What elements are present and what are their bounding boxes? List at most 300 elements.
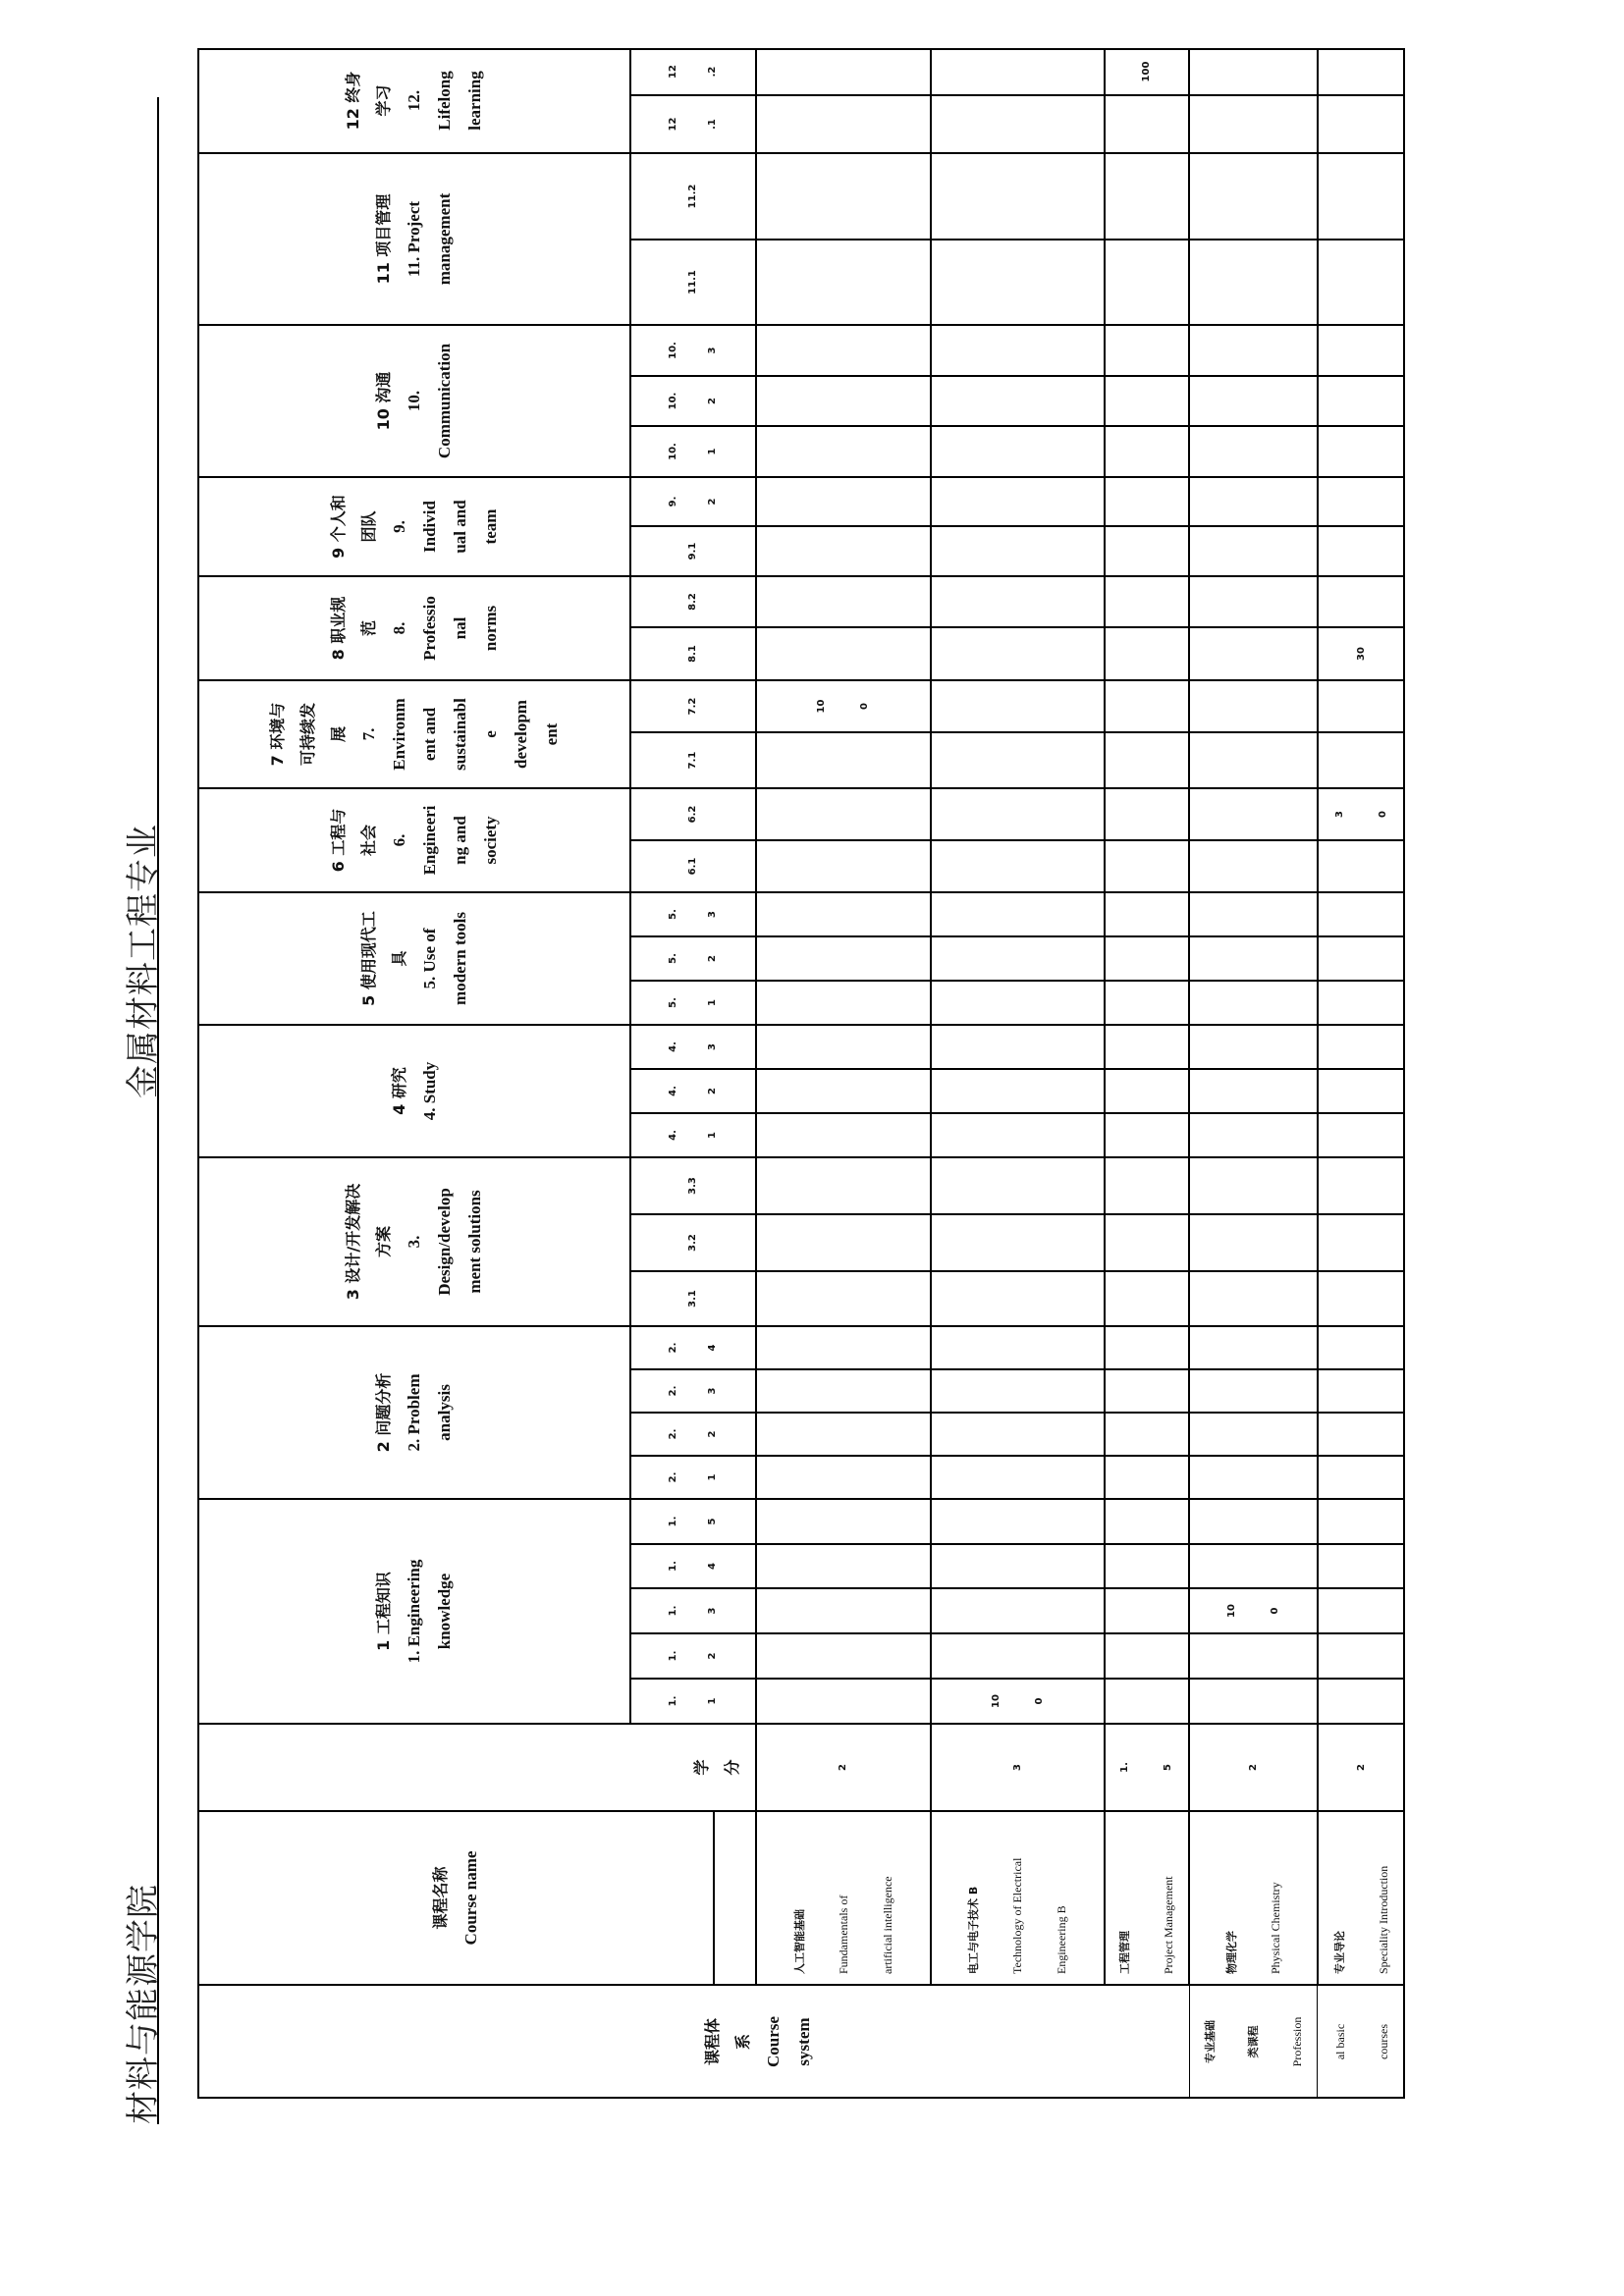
indicator-11-1 [630, 240, 756, 325]
indicator-label: 12 [668, 117, 678, 132]
matrix-cell [1189, 1271, 1318, 1326]
matrix-cell [1105, 840, 1189, 892]
matrix-cell [1105, 1544, 1189, 1588]
matrix-cell [1318, 526, 1405, 576]
matrix-cell [1105, 936, 1189, 981]
indicator-6-2 [630, 788, 756, 840]
matrix-cell [756, 1588, 931, 1633]
matrix-cell [1189, 48, 1318, 95]
indicator-label: 9. [668, 496, 678, 507]
indicator-label: 3 [707, 911, 718, 918]
requirement-header-line: modern tools [450, 912, 469, 1005]
requirement-header-line: norms [480, 605, 500, 652]
matrix-cell [756, 153, 931, 240]
matrix-cell [931, 936, 1105, 981]
course-name-en: Physical Chemistry [1268, 1882, 1282, 1974]
matrix-cell [931, 1544, 1105, 1588]
credit-header-line: 学 [692, 1759, 711, 1776]
matrix-cell [1189, 1326, 1318, 1369]
matrix-cell [756, 627, 931, 680]
course-name-cn: 物理化学 [1224, 1931, 1238, 1974]
indicator-label: 5. [668, 909, 678, 920]
indicator-10-2 [630, 376, 756, 426]
requirement-header-1 [197, 1499, 630, 1724]
matrix-cell [1189, 1413, 1318, 1456]
indicator-3-3 [630, 1157, 756, 1214]
requirement-header-line: 8. [389, 621, 408, 635]
requirement-header-line: learning [465, 71, 484, 131]
matrix-cell [1318, 153, 1405, 240]
requirement-header-8 [197, 576, 630, 680]
requirement-header-line: 6 工程与 [328, 808, 348, 873]
requirement-header-line: 社会 [358, 825, 378, 857]
indicator-label: 4. [668, 1086, 678, 1096]
support-weight-value: 100 [1141, 61, 1152, 82]
support-weight-value: 30 [1355, 647, 1367, 661]
indicator-label: 3.1 [687, 1290, 698, 1308]
indicator-label: 2. [668, 1471, 678, 1483]
matrix-cell [1189, 1069, 1318, 1113]
matrix-cell [1189, 936, 1318, 981]
requirement-header-line: 4 研究 [389, 1067, 408, 1115]
matrix-cell [756, 840, 931, 892]
matrix-cell [1318, 1633, 1405, 1679]
credit-value: 5 [1163, 1764, 1173, 1771]
matrix-cell [1105, 576, 1189, 627]
matrix-cell [1189, 1679, 1318, 1724]
matrix-cell [1105, 376, 1189, 426]
indicator-label: 3 [707, 1043, 718, 1050]
matrix-cell [1105, 732, 1189, 788]
indicator-label: 4 [707, 1563, 718, 1570]
requirement-header-line: ent [541, 722, 561, 746]
requirement-header-line: 团队 [358, 510, 378, 543]
support-weight-cell [1189, 1588, 1318, 1633]
matrix-cell [1318, 240, 1405, 325]
matrix-cell [1318, 936, 1405, 981]
requirement-header-7 [197, 680, 630, 788]
matrix-cell [931, 1633, 1105, 1679]
indicator-label: 5. [668, 997, 678, 1008]
indicator-label: 1 [707, 1473, 718, 1481]
matrix-cell [1189, 1499, 1318, 1544]
matrix-cell [931, 1326, 1105, 1369]
requirement-header-6 [197, 788, 630, 892]
support-weight-value: 10 [990, 1694, 1001, 1708]
indicator-5-3 [630, 892, 756, 936]
requirement-header-4 [197, 1025, 630, 1157]
course-system-header-line: Course [763, 2016, 783, 2067]
matrix-cell [1318, 426, 1405, 477]
course-name-header-spacer [714, 1811, 756, 1985]
indicator-label: 6.1 [687, 857, 698, 876]
indicator-label: 1. [668, 1561, 678, 1572]
indicator-label: 2 [707, 1088, 718, 1095]
matrix-cell [1105, 426, 1189, 477]
matrix-cell [1105, 1113, 1189, 1157]
requirement-header-line: sustainabl [450, 698, 469, 771]
matrix-cell [756, 936, 931, 981]
indicator-label: 2 [707, 398, 718, 404]
requirement-header-line: ment solutions [465, 1190, 484, 1294]
indicator-3-2 [630, 1214, 756, 1271]
credit-value: 3 [1011, 1764, 1023, 1771]
matrix-cell [931, 526, 1105, 576]
indicator-9-1 [630, 526, 756, 576]
matrix-cell [756, 1326, 931, 1369]
matrix-cell [756, 981, 931, 1025]
course-name-en: Technology of Electrical [1010, 1857, 1024, 1974]
course-name-en: Project Management [1162, 1876, 1175, 1974]
matrix-cell [1189, 477, 1318, 526]
requirement-header-line: 6. [389, 833, 408, 847]
matrix-cell [756, 477, 931, 526]
support-weight-cell [756, 680, 931, 732]
matrix-cell [1318, 1271, 1405, 1326]
requirement-header-line: management [435, 192, 454, 286]
matrix-cell [1189, 376, 1318, 426]
matrix-cell [1105, 1369, 1189, 1413]
support-weight-value: 0 [1033, 1697, 1045, 1705]
requirement-header-line: 11. Project [405, 200, 423, 278]
matrix-cell [1105, 477, 1189, 526]
indicator-label: 1. [668, 1650, 678, 1662]
requirement-header-line: 10. [405, 390, 423, 412]
matrix-cell [931, 576, 1105, 627]
indicator-label: 1 [707, 1132, 718, 1139]
indicator-label: 3.3 [687, 1177, 698, 1195]
support-weight-cell [931, 1679, 1105, 1724]
matrix-cell [1189, 1157, 1318, 1214]
indicator-5-2 [630, 936, 756, 981]
indicator-label: 11.2 [687, 184, 698, 209]
indicator-1-5 [630, 1499, 756, 1544]
requirement-header-line: developm [511, 700, 530, 769]
matrix-cell [931, 477, 1105, 526]
matrix-cell [931, 732, 1105, 788]
matrix-cell [1318, 981, 1405, 1025]
indicator-label: 2. [668, 1428, 678, 1440]
course-name-cn: 工程管理 [1118, 1931, 1131, 1974]
matrix-cell [756, 426, 931, 477]
matrix-cell [931, 1499, 1105, 1544]
course-name-en: Speciality Introduction [1376, 1865, 1390, 1974]
course-name-cell [1318, 1811, 1405, 1985]
matrix-cell [931, 426, 1105, 477]
indicator-label: 1. [668, 1605, 678, 1617]
matrix-cell [931, 153, 1105, 240]
matrix-cell [931, 48, 1105, 95]
matrix-cell [1105, 240, 1189, 325]
indicator-label: 2. [668, 1342, 678, 1354]
matrix-cell [1189, 153, 1318, 240]
course-name-cn: 人工智能基础 [792, 1909, 806, 1974]
course-system-header-line: 课程体 [702, 2018, 722, 2066]
requirement-header-line: Engineeri [419, 805, 439, 876]
requirement-header-line: Communication [435, 343, 454, 459]
matrix-cell [1189, 325, 1318, 376]
indicator-label: .2 [707, 66, 718, 78]
requirement-header-line: 12 终身 [344, 71, 362, 131]
matrix-cell [756, 1214, 931, 1271]
indicator-label: 12 [668, 65, 678, 79]
matrix-cell [1189, 680, 1318, 732]
indicator-label: 2 [707, 1430, 718, 1438]
matrix-cell [1318, 1326, 1405, 1369]
indicator-label: 10. [668, 392, 678, 410]
requirement-header-line: analysis [435, 1384, 454, 1441]
support-weight-value: 0 [1269, 1607, 1280, 1615]
matrix-cell [1105, 1456, 1189, 1499]
matrix-cell [756, 1069, 931, 1113]
indicator-label: 2. [668, 1385, 678, 1397]
matrix-cell [1105, 1157, 1189, 1214]
matrix-cell [756, 1025, 931, 1069]
indicator-label: 4. [668, 1041, 678, 1052]
matrix-cell [931, 680, 1105, 732]
requirement-header-line: Individ [419, 501, 439, 553]
indicator-8-2 [630, 576, 756, 627]
matrix-cell [1105, 1413, 1189, 1456]
matrix-cell [756, 1113, 931, 1157]
matrix-cell [1318, 1113, 1405, 1157]
matrix-cell [1318, 376, 1405, 426]
course-category-cn: 专业基础 [1204, 2020, 1217, 2063]
credit-header [197, 1724, 756, 1811]
support-weight-cell [1105, 48, 1189, 95]
matrix-cell [1105, 1679, 1189, 1724]
matrix-cell [931, 1456, 1105, 1499]
matrix-cell [931, 1413, 1105, 1456]
requirement-header-line: 7 环境与 [267, 702, 287, 767]
indicator-label: 5 [707, 1518, 718, 1525]
matrix-cell [1105, 325, 1189, 376]
matrix-cell [1318, 1157, 1405, 1214]
requirement-header-line: 3 设计/开发解决 [344, 1183, 362, 1301]
matrix-cell [1189, 892, 1318, 936]
matrix-cell [1105, 981, 1189, 1025]
requirement-header-line: e [480, 730, 500, 738]
matrix-cell [1189, 576, 1318, 627]
indicator-label: 9.1 [687, 542, 698, 561]
matrix-cell [931, 840, 1105, 892]
requirement-header-line: Design/develop [435, 1188, 454, 1296]
matrix-cell [1189, 840, 1318, 892]
course-system-header-line: system [793, 2017, 813, 2066]
matrix-cell [931, 1113, 1105, 1157]
matrix-cell [1105, 526, 1189, 576]
indicator-label: 4. [668, 1130, 678, 1141]
indicator-2-1 [630, 1456, 756, 1499]
credit-value: 2 [1247, 1764, 1259, 1771]
requirement-header-line: 方案 [374, 1226, 393, 1258]
requirement-header-line: ent and [419, 707, 439, 762]
matrix-cell [931, 1271, 1105, 1326]
matrix-cell [1318, 1456, 1405, 1499]
course-category-cell [1189, 1985, 1405, 2099]
matrix-cell [1189, 426, 1318, 477]
requirement-header-line: knowledge [435, 1573, 454, 1650]
matrix-cell [756, 1456, 931, 1499]
course-name-cell [1189, 1811, 1318, 1985]
requirement-header-line: Professio [419, 596, 439, 661]
support-weight-value: 10 [816, 699, 827, 714]
indicator-label: 7.1 [687, 751, 698, 770]
indicator-label: 7.2 [687, 697, 698, 716]
credit-header-line: 分 [723, 1759, 741, 1776]
matrix-cell [1318, 840, 1405, 892]
matrix-cell [931, 376, 1105, 426]
requirement-header-2 [197, 1326, 630, 1499]
credit-cell [756, 1724, 931, 1811]
requirement-header-line: 9 个人和 [328, 495, 348, 559]
matrix-cell [1318, 325, 1405, 376]
course-name-cn: 专业导论 [1332, 1931, 1346, 1974]
matrix-cell [1105, 1499, 1189, 1544]
matrix-cell [931, 1369, 1105, 1413]
indicator-label: 4 [707, 1344, 718, 1352]
matrix-cell [756, 95, 931, 153]
requirement-header-line: 5. Use of [419, 928, 439, 989]
matrix-cell [1189, 732, 1318, 788]
course-category-en: courses [1377, 2024, 1390, 2059]
indicator-10-3 [630, 325, 756, 376]
indicator-8-1 [630, 627, 756, 680]
matrix-cell [1318, 1499, 1405, 1544]
requirement-header-line: 12. [405, 89, 423, 112]
indicator-label: 3 [707, 1387, 718, 1395]
header-major-name: 金属材料工程专业 [126, 824, 162, 1098]
matrix-cell [1105, 153, 1189, 240]
matrix-cell [931, 1157, 1105, 1214]
requirement-header-line: 11 项目管理 [374, 193, 393, 285]
requirement-header-line: 3. [405, 1235, 423, 1249]
indicator-12-1 [630, 95, 756, 153]
matrix-cell [756, 1369, 931, 1413]
indicator-label: 3.2 [687, 1234, 698, 1252]
matrix-cell [931, 981, 1105, 1025]
matrix-cell [1318, 1413, 1405, 1456]
indicator-4-1 [630, 1113, 756, 1157]
matrix-cell [1318, 477, 1405, 526]
matrix-cell [1105, 627, 1189, 680]
matrix-cell [1189, 526, 1318, 576]
matrix-cell [931, 1214, 1105, 1271]
indicator-2-3 [630, 1369, 756, 1413]
requirement-header-line: 2 问题分析 [374, 1372, 393, 1453]
indicator-1-3 [630, 1588, 756, 1633]
matrix-cell [756, 892, 931, 936]
matrix-cell [1318, 680, 1405, 732]
matrix-cell [756, 376, 931, 426]
indicator-label: 10. [668, 342, 678, 359]
indicator-9-2 [630, 477, 756, 526]
matrix-cell [931, 1069, 1105, 1113]
matrix-cell [1105, 680, 1189, 732]
indicator-1-4 [630, 1544, 756, 1588]
matrix-cell [931, 1025, 1105, 1069]
matrix-cell [1105, 1326, 1189, 1369]
requirement-header-line: 1. Engineering [405, 1559, 423, 1664]
requirement-header-11 [197, 153, 630, 325]
credit-cell [931, 1724, 1105, 1811]
matrix-cell [1318, 1369, 1405, 1413]
course-category-cn: 类课程 [1247, 2025, 1260, 2058]
credit-value: 2 [1355, 1764, 1367, 1771]
requirement-header-line: 范 [358, 620, 378, 637]
requirement-header-9 [197, 477, 630, 576]
indicator-12-2 [630, 48, 756, 95]
support-weight-cell [1318, 788, 1405, 840]
indicator-4-2 [630, 1069, 756, 1113]
requirement-header-5 [197, 892, 630, 1025]
requirement-header-line: 1 工程知识 [374, 1572, 393, 1651]
matrix-cell [1189, 95, 1318, 153]
matrix-cell [931, 788, 1105, 840]
credit-value: 1. [1119, 1762, 1130, 1773]
requirement-header-12 [197, 48, 630, 153]
requirement-header-line: Environm [389, 698, 408, 771]
matrix-cell [1318, 1679, 1405, 1724]
matrix-cell [756, 1544, 931, 1588]
matrix-cell [756, 325, 931, 376]
requirement-header-line: 9. [389, 520, 408, 533]
indicator-label: 2 [707, 498, 718, 506]
indicator-label: 8.1 [687, 645, 698, 663]
credit-cell [1318, 1724, 1405, 1811]
matrix-cell [931, 95, 1105, 153]
indicator-label: .1 [707, 119, 718, 130]
matrix-cell [756, 48, 931, 95]
matrix-cell [1318, 1069, 1405, 1113]
matrix-cell [756, 1157, 931, 1214]
requirement-header-line: ng and [450, 816, 469, 865]
course-category-en: Profession [1290, 2016, 1304, 2067]
indicator-6-1 [630, 840, 756, 892]
indicator-3-1 [630, 1271, 756, 1326]
requirement-header-line: 10 沟通 [374, 371, 393, 431]
matrix-cell [756, 526, 931, 576]
course-name-header [197, 1811, 714, 1985]
course-name-header-line: 课程名称 [431, 1866, 450, 1930]
indicator-label: 1 [707, 999, 718, 1006]
indicator-label: 8.2 [687, 593, 698, 611]
matrix-cell [1105, 1069, 1189, 1113]
requirement-header-line: 学习 [374, 84, 393, 117]
matrix-cell [1189, 627, 1318, 680]
course-system-header-line: 系 [732, 2034, 752, 2051]
matrix-cell [1189, 1544, 1318, 1588]
indicator-label: 3 [707, 1607, 718, 1615]
indicator-label: 10. [668, 443, 678, 460]
requirement-header-line: 展 [328, 726, 348, 743]
matrix-cell [1318, 1025, 1405, 1069]
matrix-cell [1189, 788, 1318, 840]
requirement-header-line: 具 [389, 950, 408, 967]
matrix-cell [1105, 788, 1189, 840]
support-weight-value: 3 [1333, 811, 1345, 818]
requirement-header-3 [197, 1157, 630, 1326]
support-weight-cell [1318, 627, 1405, 680]
support-weight-value: 10 [1225, 1604, 1237, 1618]
matrix-cell [1189, 1113, 1318, 1157]
matrix-cell [756, 576, 931, 627]
indicator-7-1 [630, 732, 756, 788]
requirement-header-line: ual and [450, 500, 469, 554]
requirement-header-line: 4. Study [419, 1061, 439, 1121]
indicator-1-2 [630, 1633, 756, 1679]
indicator-1-1 [630, 1679, 756, 1724]
